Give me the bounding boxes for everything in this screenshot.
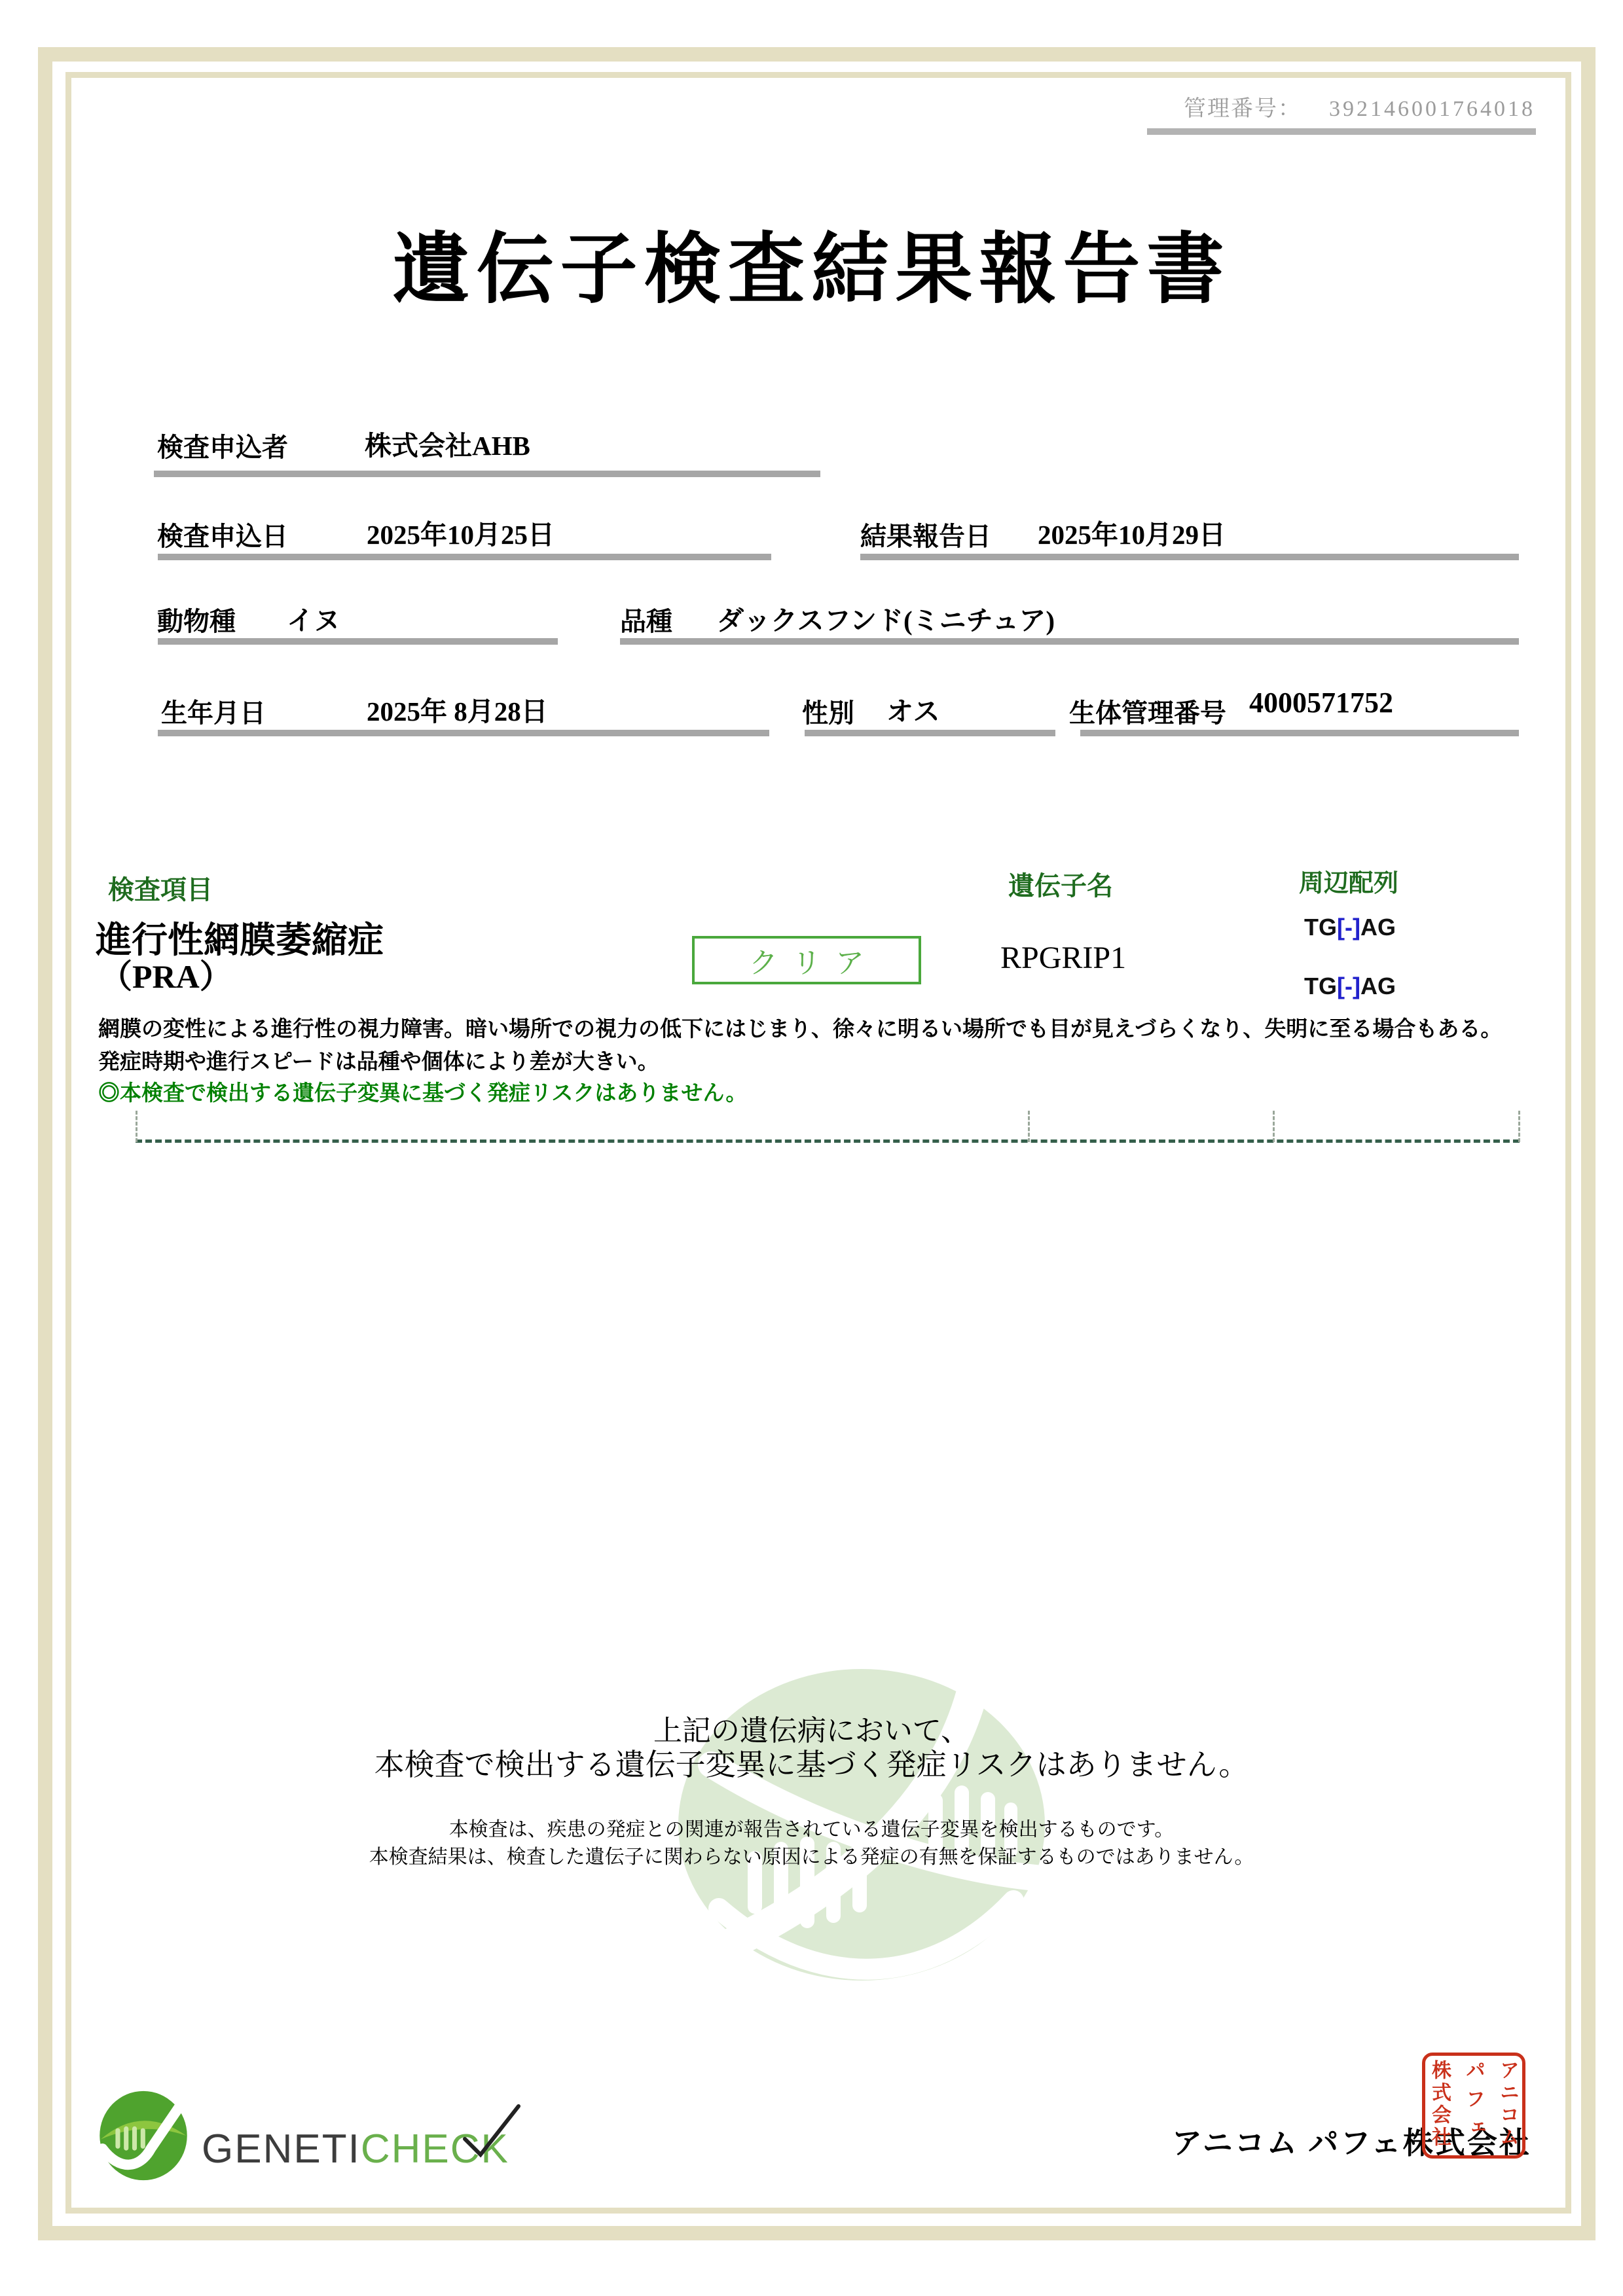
- summary-line2: 本検査で検出する遺伝子変異に基づく発症リスクはありません。: [374, 1748, 1249, 1782]
- control-number-value: 392146001764018: [1329, 97, 1535, 121]
- species-underline: [158, 638, 558, 645]
- sequence-row-2: [1304, 973, 1396, 1000]
- page-title: 遺伝子検査結果報告書: [392, 227, 1231, 313]
- geneticheck-logo-icon: [96, 2089, 191, 2182]
- dashed-column-tick: [1518, 1111, 1520, 1142]
- dashed-row-divider: [136, 1112, 1520, 1143]
- risk-note: ◎本検査で検出する遺伝子変異に基づく発症リスクはありません。: [98, 1081, 748, 1105]
- sequence-heading: 周辺配列: [1299, 870, 1399, 897]
- result-value: クリア: [749, 947, 879, 979]
- apply-date-underline: [158, 554, 771, 560]
- sequence-1-prefix: TG: [1304, 914, 1337, 941]
- apply-date-label: 検査申込日: [157, 522, 288, 551]
- seal-column-2: パフェ: [1463, 2060, 1484, 2146]
- dashed-column-tick: [136, 1111, 137, 1142]
- dashed-column-tick: [1273, 1111, 1275, 1142]
- report-date-label: 結果報告日: [860, 522, 991, 551]
- sex-label: 性別: [802, 698, 854, 728]
- disease-name: 進行性網膜萎縮症: [96, 920, 384, 960]
- disease-description-line2: 発症時期や進行スピードは品種や個体により差が大きい。: [98, 1049, 659, 1073]
- species-label: 動物種: [157, 607, 236, 636]
- disclaimer-line1: 本検査は、疾患の発症との関連が報告されている遺伝子変異を検出するものです。: [448, 1819, 1175, 1840]
- control-number: [1184, 90, 1535, 122]
- disclaimer-line2: 本検査結果は、検査した遺伝子に関わらない原因による発症の有無を保証するものではありません。: [369, 1846, 1254, 1868]
- animal-id-label: 生体管理番号: [1069, 698, 1226, 728]
- apply-date-value: 2025年10月25日: [367, 520, 555, 550]
- applicant-label: 検査申込者: [157, 433, 288, 462]
- test-item-heading: 検査項目: [108, 875, 213, 905]
- species-value: イヌ: [287, 605, 340, 636]
- summary-line1: 上記の遺伝病において、: [653, 1715, 970, 1747]
- report-date-underline: [860, 554, 1519, 560]
- breed-label: 品種: [620, 607, 672, 636]
- applicant-value: 株式会社AHB: [365, 431, 530, 461]
- sex-underline: [805, 730, 1055, 736]
- birth-date-label: 生年月日: [161, 698, 266, 728]
- disease-description-line1: 網膜の変性による進行性の視力障害。暗い場所での視力の低下にはじまり、徐々に明るい場所でも目が見えづらくなり、失明に至る場合もある。: [98, 1016, 1503, 1041]
- logo-text-geneti: GENETI: [202, 2126, 361, 2172]
- logo-text-check: CHECK: [360, 2126, 509, 2172]
- inner-border-frame: [65, 72, 1571, 2214]
- seal-column-1: アニコム: [1497, 2060, 1518, 2149]
- sequence-1-variant: [-]: [1337, 914, 1360, 941]
- gene-name-heading: 遺伝子名: [1008, 871, 1113, 901]
- result-box: [692, 936, 921, 984]
- disease-abbr: （PRA）: [100, 958, 232, 995]
- sequence-2-prefix: TG: [1304, 973, 1337, 999]
- dashed-column-tick: [1028, 1111, 1030, 1142]
- applicant-underline: [154, 471, 820, 477]
- sequence-row-1: [1304, 914, 1396, 941]
- company-name: アニコム パフェ株式会社: [1172, 2126, 1531, 2160]
- sequence-2-variant: [-]: [1337, 973, 1360, 999]
- breed-underline: [620, 638, 1519, 645]
- sex-value: オス: [886, 696, 940, 726]
- sequence-1-suffix: AG: [1360, 914, 1396, 941]
- company-seal: [1422, 2053, 1525, 2159]
- control-number-label: 管理番号：: [1184, 97, 1302, 121]
- birth-date-underline: [158, 730, 769, 736]
- control-number-underline: [1147, 128, 1536, 135]
- report-date-value: 2025年10月29日: [1038, 520, 1226, 550]
- gene-name-value: RPGRIP1: [1000, 941, 1127, 975]
- birth-date-value: 2025年 8月28日: [367, 696, 548, 726]
- breed-value: ダックスフンド(ミニチュア): [717, 605, 1055, 636]
- seal-column-3: 株式会社: [1429, 2060, 1450, 2149]
- check-mark-icon: [458, 2101, 524, 2166]
- sequence-2-suffix: AG: [1360, 973, 1396, 999]
- animal-id-value: 4000571752: [1249, 687, 1393, 719]
- animal-id-underline: [1080, 730, 1519, 736]
